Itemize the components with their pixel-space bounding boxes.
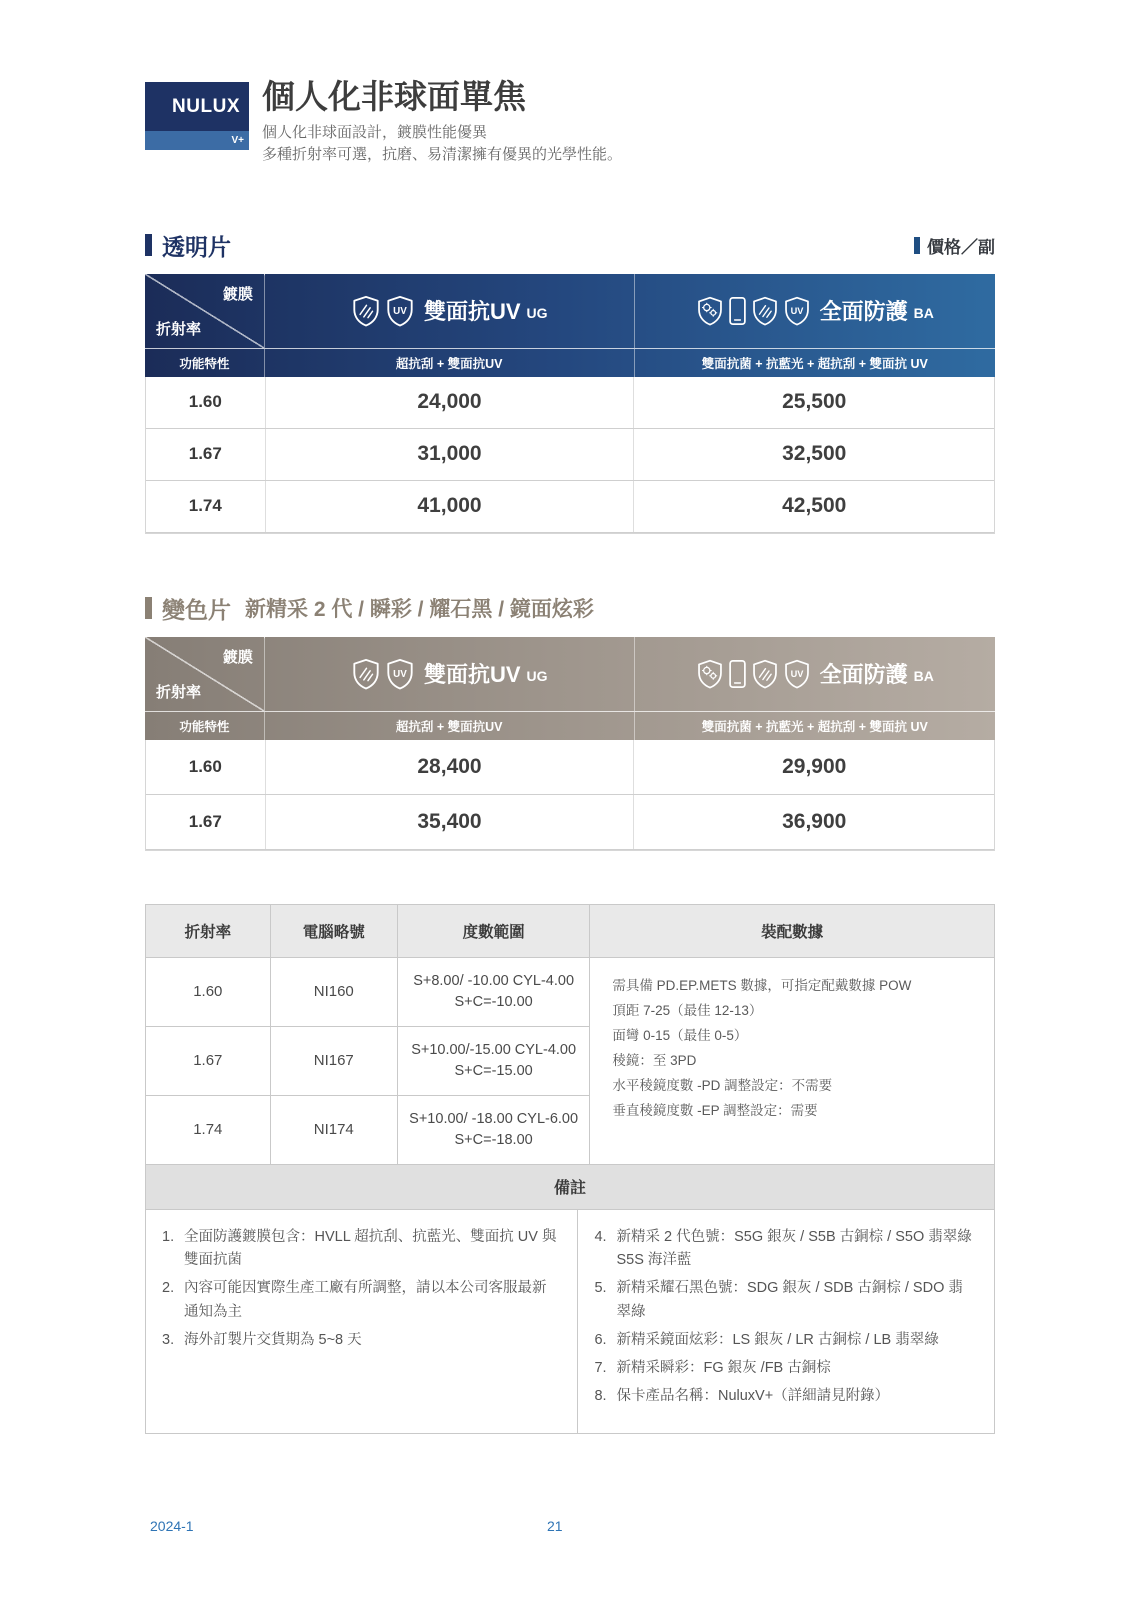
footer-edition: 2024-1 — [150, 1518, 194, 1534]
full-price: 25,500 — [782, 390, 847, 414]
shield-bacteria-icon — [696, 659, 724, 689]
refractive-index: 1.67 — [193, 1052, 223, 1070]
table-row — [146, 429, 994, 481]
nulux-logo — [145, 82, 249, 167]
spec-table — [145, 904, 995, 1434]
footer-page-number: 21 — [547, 1518, 563, 1534]
remarks-left-column — [146, 1210, 578, 1433]
table-row — [146, 795, 994, 850]
brand-name: NULUX — [145, 82, 249, 131]
list-item: 6. 新精采鏡面炫彩：LS 銀灰 / LR 古銅棕 / LB 翡翠綠 — [594, 1331, 939, 1348]
section-bar — [145, 597, 152, 619]
computer-code: NI167 — [313, 1052, 354, 1070]
uv-price: 28,400 — [417, 754, 482, 778]
refractive-index: 1.60 — [146, 377, 266, 428]
remarks-right-column — [578, 1210, 994, 1433]
shield-bacteria-icon — [696, 296, 724, 326]
coating-index-corner-cell — [145, 637, 265, 711]
shield-scratch-icon — [351, 658, 381, 690]
full-price: 36,900 — [782, 809, 847, 833]
page-title: 個人化非球面單焦 — [262, 78, 526, 115]
uv-price: 24,000 — [417, 390, 482, 414]
shield-scratch-icon — [751, 659, 779, 689]
svg-text:UV: UV — [393, 306, 407, 318]
power-range-line1: S+10.00/-15.00 CYL-4.00 — [411, 1041, 577, 1058]
full-price: 29,900 — [782, 754, 847, 778]
fitting-line: 面彎 0-15（最佳 0-5） — [612, 1027, 748, 1043]
table-row — [146, 481, 994, 533]
uv-price: 41,000 — [417, 494, 482, 518]
shield-uv-icon — [783, 659, 811, 689]
full-protection-column-header — [635, 637, 995, 711]
uv-coating-column-header — [265, 274, 635, 348]
brand-sub: V+ — [145, 131, 249, 150]
full-protection-features: 雙面抗菌 + 抗藍光 + 超抗刮 + 雙面抗 UV — [701, 356, 928, 371]
photochromic-price-table — [145, 637, 995, 851]
price-unit-bar — [914, 237, 920, 254]
section-photochromic-title: 變色片 — [162, 596, 231, 623]
refractive-index: 1.60 — [193, 983, 223, 1001]
full-protection-name: 全面防護 — [819, 299, 908, 325]
uv-coating-name: 雙面抗UV — [423, 299, 521, 325]
fitting-data-cell — [590, 958, 994, 1165]
fitting-line: 水平稜鏡度數 -PD 調整設定：不需要 — [612, 1077, 833, 1093]
shield-scratch-icon — [751, 296, 779, 326]
list-item: 7. 新精采瞬彩：FG 銀灰 /FB 古銅棕 — [594, 1359, 831, 1376]
shield-uv-icon — [385, 295, 415, 327]
power-range-line2: S+C=-15.00 — [454, 1062, 533, 1079]
power-range-line1: S+10.00/ -18.00 CYL-6.00 — [409, 1110, 579, 1127]
section-bar — [145, 234, 152, 256]
table-row — [146, 740, 994, 795]
computer-code: NI174 — [313, 1121, 354, 1139]
page-subtitle-line2: 多種折射率可選，抗磨、易清潔擁有優異的光學性能。 — [262, 146, 623, 164]
price-unit-label: 價格／副 — [914, 233, 995, 258]
list-item: 8. 保卡產品名稱：NuluxV+（詳細請見附錄） — [594, 1388, 890, 1405]
uv-price: 31,000 — [417, 442, 482, 466]
power-range-line1: S+8.00/ -10.00 CYL-4.00 — [413, 972, 575, 989]
photochromic-variants: 新精采 2 代 / 瞬彩 / 耀石黑 / 鏡面炫彩 — [245, 598, 594, 622]
fitting-line: 頂距 7-25（最佳 12-13） — [612, 1002, 763, 1018]
shield-uv-icon — [385, 658, 415, 690]
feature-row-label: 功能特性 — [145, 349, 265, 377]
table-row — [146, 1027, 590, 1096]
table-row — [146, 1096, 590, 1165]
section-clear-title: 透明片 — [162, 233, 231, 260]
uv-coating-column-header — [265, 637, 635, 711]
fitting-line: 需具備 PD.EP.METS 數據，可指定配戴數據 POW — [612, 977, 912, 993]
table-row — [146, 377, 994, 429]
section-photochromic-header — [145, 592, 995, 625]
list-item: 3. 海外訂製片交貨期為 5~8 天 — [162, 1331, 362, 1348]
uv-coating-features: 超抗刮 + 雙面抗UV — [265, 349, 635, 377]
spec-header-range: 度數範圍 — [398, 905, 590, 957]
full-protection-features: 雙面抗菌 + 抗藍光 + 超抗刮 + 雙面抗 UV — [701, 719, 928, 734]
uv-coating-code: UG — [526, 667, 548, 684]
corner-index-label: 折射率 — [156, 320, 202, 338]
feature-row-label: 功能特性 — [145, 712, 265, 740]
power-range-line2: S+C=-10.00 — [454, 993, 533, 1010]
svg-text:UV: UV — [790, 668, 804, 679]
clear-price-table — [145, 274, 995, 534]
page-header — [145, 78, 995, 167]
phone-icon — [728, 659, 747, 689]
computer-code: NI160 — [313, 983, 354, 1001]
list-item: 5. 新精采耀石黑色號：SDG 銀灰 / SDB 古銅棕 / SDO 翡翠綠 — [594, 1280, 963, 1320]
full-price: 32,500 — [782, 442, 847, 466]
phone-icon — [728, 296, 747, 326]
full-protection-name: 全面防護 — [819, 662, 908, 688]
page-subtitle-line1: 個人化非球面設計，鍍膜性能優異 — [262, 123, 488, 141]
svg-text:UV: UV — [790, 305, 804, 316]
spec-header-fitting: 裝配數據 — [761, 923, 824, 941]
section-clear-header — [145, 229, 995, 262]
refractive-index: 1.74 — [146, 481, 266, 532]
shield-uv-icon — [783, 296, 811, 326]
list-item: 1. 全面防護鍍膜包含：HVLL 超抗刮、抗藍光、雙面抗 UV 與雙面抗菌 — [162, 1228, 557, 1269]
list-item: 4. 新精采 2 代色號：S5G 銀灰 / S5B 古銅棕 / S5O 翡翠綠 S5S 海洋藍 — [594, 1228, 972, 1269]
fitting-line: 垂直稜鏡度數 -EP 調整設定：需要 — [612, 1102, 818, 1118]
full-protection-column-header — [635, 274, 995, 348]
spec-header-code: 電腦略號 — [271, 905, 398, 957]
full-protection-code: BA — [913, 304, 934, 321]
refractive-index: 1.67 — [146, 795, 266, 849]
refractive-index: 1.67 — [146, 429, 266, 480]
uv-coating-code: UG — [526, 304, 548, 321]
fitting-line: 稜鏡：至 3PD — [612, 1052, 697, 1068]
spec-header-index: 折射率 — [146, 905, 271, 957]
refractive-index: 1.60 — [146, 740, 266, 794]
coating-index-corner-cell — [145, 274, 265, 348]
corner-coating-label: 鍍膜 — [222, 648, 253, 666]
uv-price: 35,400 — [417, 809, 482, 833]
refractive-index: 1.74 — [193, 1121, 223, 1139]
shield-scratch-icon — [351, 295, 381, 327]
corner-index-label: 折射率 — [156, 683, 202, 701]
full-price: 42,500 — [782, 494, 847, 518]
power-range-line2: S+C=-18.00 — [454, 1131, 533, 1148]
list-item: 2. 內容可能因實際生產工廠有所調整，請以本公司客服最新通知為主 — [162, 1280, 547, 1320]
uv-coating-name: 雙面抗UV — [423, 662, 521, 688]
remarks-title: 備註 — [146, 1165, 994, 1210]
full-protection-code: BA — [913, 667, 934, 684]
corner-coating-label: 鍍膜 — [222, 285, 253, 303]
svg-text:UV: UV — [393, 669, 407, 681]
table-row — [146, 958, 590, 1027]
uv-coating-features: 超抗刮 + 雙面抗UV — [265, 712, 635, 740]
